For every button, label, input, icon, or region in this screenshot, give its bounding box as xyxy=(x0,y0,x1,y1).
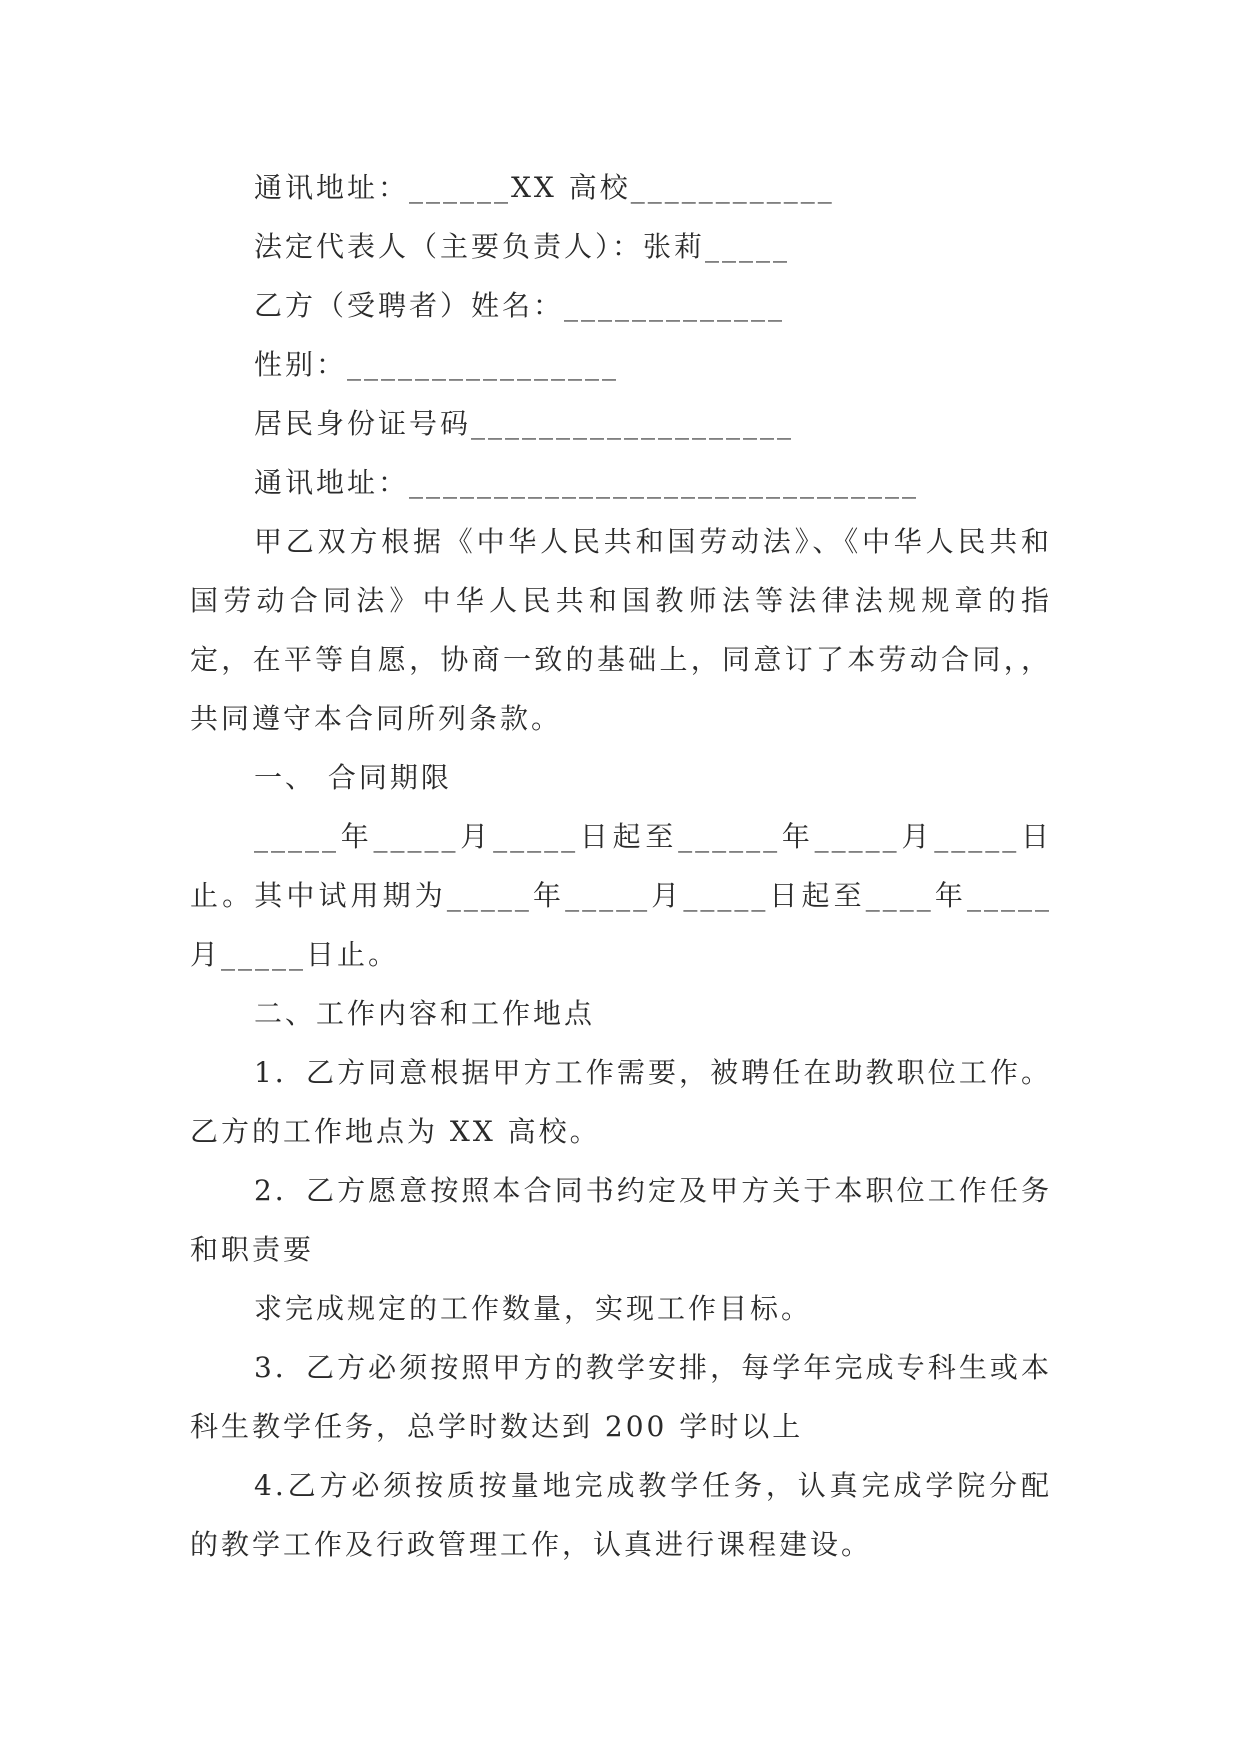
legal-representative-line: 法定代表人（主要负责人）：张莉_____ xyxy=(254,230,791,263)
section-1-title: 一、 合同期限 xyxy=(254,761,452,794)
preamble-paragraph: 甲乙双方根据《中华人民共和国劳动法》、《中华人民共和国劳动合同法》中华人民共和国教师法等法律法规规章的指定，在平等自愿，协商一致的基础上，同意订了本劳动合同，，共同遵守本合同所列条款。 xyxy=(190,525,1052,735)
address-line-party-a: 通讯地址：______XX 高校____________ xyxy=(254,171,835,204)
clause-4-paragraph: 4.乙方必须按质按量地完成教学任务，认真完成学院分配的教学工作及行政管理工作，认真进行课程建设。 xyxy=(190,1469,1052,1561)
id-number-line: 居民身份证号码___________________ xyxy=(254,407,795,440)
clause-3-paragraph: 3．乙方必须按照甲方的教学安排，每学年完成专科生或本科生教学任务，总学时数达到 200 学时以上 xyxy=(190,1351,1052,1443)
section-2-title: 二、工作内容和工作地点 xyxy=(254,997,596,1030)
gender-line: 性别：________________ xyxy=(254,348,620,381)
clause-2-continuation: 求完成规定的工作数量，实现工作目标。 xyxy=(254,1292,813,1325)
address-line-party-b: 通讯地址：______________________________ xyxy=(254,466,920,499)
contract-term-paragraph: _____年_____月_____日起至______年_____月_____日止。其中试用期为_____年_____月_____日起至____年_____月_____日止。 xyxy=(190,820,1052,971)
document-body xyxy=(190,158,1052,1574)
party-b-name-line: 乙方（受聘者）姓名：_____________ xyxy=(254,289,786,322)
clause-2-paragraph: 2．乙方愿意按照本合同书约定及甲方关于本职位工作任务和职责要 xyxy=(190,1174,1052,1266)
clause-1-paragraph: 1．乙方同意根据甲方工作需要，被聘任在助教职位工作。乙方的工作地点为 XX 高校。 xyxy=(190,1056,1052,1148)
